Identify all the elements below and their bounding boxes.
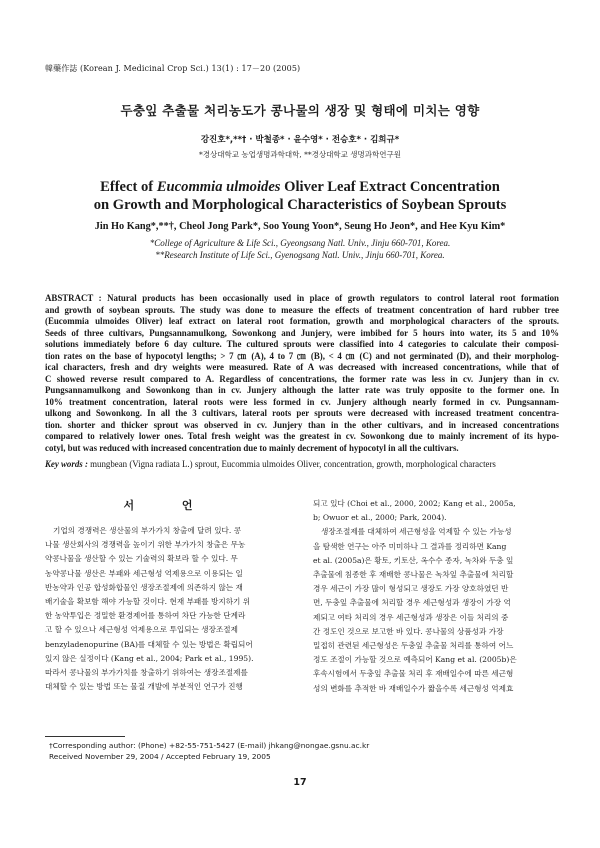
korean-authors: 강진호*,**† · 박철종* · 윤수영* · 전승호* · 김희규* [200, 135, 400, 145]
left-column [45, 524, 295, 694]
english-affiliation-2: **Research Institute of Life Sci., Gyenogsang Natl. Univ., Jinju 660-701, Korea. [155, 250, 445, 260]
keywords-text: mungbean (Vigna radiata L.) sprout, Eucommia ulmoides Oliver, concentration, growth, morphological characters [90, 459, 496, 469]
body-line: benzyladenopurine (BA)를 대체할 수 있는 방법은 확립되어 [45, 639, 253, 649]
abstract-line: C showed reverse result compared to A. Regardless of concentrations, the former rate was less in cv. Junjery than in cv. [45, 373, 559, 384]
body-line: 을 탐색한 연구는 아주 미미하나 그 결과를 정리하면 Kang [313, 541, 507, 551]
body-line: et al. (2005a)은 황토, 키토산, 옥수수 종자, 녹차와 두충 잎 [313, 555, 514, 565]
body-line: 되고 있다 (Choi et al., 2000, 2002; Kang et al., 2005a, [313, 499, 516, 508]
body-line: 간 정도인 것으로 보고한 바 있다. 콩나물의 상품성과 가장 [313, 626, 504, 636]
body-line: 고 할 수 있으나 세근형성 억제용으로 투입되는 생장조절제 [45, 625, 238, 635]
abstract-line: ulkong and Sowonkong. In all the 3 cultivars, lateral roots per sprouts were decreased with increased treatment concentra- [45, 408, 559, 418]
abstract-line: tion rates on the base of hypocotyl lengths; > 7 ㎝ (A), 4 to 7 ㎝ (B), < 4 ㎝ (C) and not germinated (D), and their morpholog- [45, 350, 559, 361]
body-line: 약콩나물을 생산할 수 있는 기술력의 확보라 할 수 있다. 무 [45, 554, 238, 564]
body-line: 면, 두충잎 추출물에 처리할 경우 세근형성과 생장이 가장 억 [313, 598, 511, 608]
body-line: 배기술을 확보함 해야 가능할 것이다. 현재 부패를 방지하기 위 [45, 597, 251, 607]
english-authors: Jin Ho Kang*,**†, Cheol Jong Park*, Soo Young Yoon*, Seung Ho Jeon*, and Hee Kyu Kim* [94, 221, 506, 232]
body-line: 대체할 수 있는 방법 또는 물질 개발에 부분적인 연구가 진행 [45, 682, 243, 692]
korean-affiliation: *경상대학교 농업생명과학대학, **경상대학교 생명과학연구원 [199, 150, 401, 159]
keywords-label: Key words : [45, 459, 91, 469]
abstract-line: ical characters, fresh and dry weights were measured. Rate of A was decreased with increased concentrations, while that of [45, 362, 559, 372]
body-line: 나물 생산회사의 경쟁력을 높이기 위한 부가가치 창출은 무농 [45, 540, 246, 550]
body-line: 후속시험에서 두충잎 추출물 처리 후 재배일수에 따른 세근형 [313, 669, 514, 679]
body-line: 농약콩나물 생산은 부패와 세근형성 억제용으로 이용되는 일 [45, 568, 243, 578]
section-heading-introduction: 서 언 [123, 499, 215, 512]
body-line: 밀접히 관련된 세근형성은 두충잎 추출물 처리를 통하여 어느 [313, 641, 514, 651]
english-title-prefix: Effect of [100, 179, 157, 195]
body-line: 기업의 경쟁력은 생산물의 부가가치 창출에 달려 있다. 콩 [53, 526, 242, 535]
abstract-line: ABSTRACT : Natural products has been occasionally used in place of growth regulators to control lateral root formation [45, 293, 559, 303]
english-affiliation-1: *College of Agriculture & Life Sci., Gyeongsang Natl. Univ., Jinju 660-701, Korea. [149, 238, 451, 248]
abstract-line: (Eucommia ulmoides Oliver) leaf extract on lateral root formation, growth and morphological characters of the sprouts. [45, 316, 559, 326]
body-line: 추출물에 침종한 후 재배한 콩나물은 녹차잎 추출물에 처리할 [313, 570, 514, 580]
abstract-line: Pungsannamulkong and Sowonkong than in cv. Junjery although the latter rate was truly opposite to the former one. In [45, 385, 559, 395]
body-line: 한 농약투입은 정밀한 환경제어를 통하여 차단 가능한 단계라 [45, 611, 246, 621]
right-column [313, 497, 561, 696]
keywords [45, 459, 559, 469]
abstract-line: compared to relatively lower ones. Total fresh weight was the greatest in cv. Sowonkong due to mainly increment of its hypo- [45, 431, 559, 441]
body-line: 생장조절제를 대체하여 세근형성을 억제할 수 있는 가능성 [321, 527, 512, 537]
english-title-line-1 [0, 179, 600, 196]
journal-citation: 韓藥作誌 (Korean J. Medicinal Crop Sci.) 13(1) : 17－20 (2005) [45, 64, 301, 73]
abstract-line: Seeds of three cultivars, Pungsannamulkong, Sowonkong and Junjery, were imbibed for 5 hours into water, its 5 and 10% [45, 327, 559, 338]
footnote-divider [45, 736, 125, 737]
abstract-line: tion. shorter and thicker sprout was observed in cv. Junjery than in the other cultivars, and in increased concentrations [45, 419, 559, 430]
body-line: 성의 변화를 추적한 바 재배일수가 짧을수록 세근형성 억제효 [313, 683, 514, 693]
abstract-line: solutions immediately before 6 day culture. The cultured sprouts were classified into 4 categories to calculate their composi- [45, 339, 559, 349]
body-line: 따라서 콩나물의 부가가치를 창출하기 위하여는 생장조절제를 [45, 668, 248, 678]
english-title-species: Eucommia ulmoides [156, 179, 281, 195]
body-line: 있지 않은 실정이다 (Kang et al., 2004; Park et al., 1995). [45, 653, 254, 663]
body-line: 경우 세근이 가장 많이 형성되고 생장도 가장 양호하였던 반 [313, 584, 509, 594]
english-title-line-2: on Growth and Morphological Characteristics of Soybean Sprouts [93, 197, 507, 213]
body-line: 반농약과 인공 합성화합물인 생장조절제에 의존하지 않는 재 [45, 582, 243, 592]
abstract-line: cotyl, but was reduced with increased concentration due to mainly decrement of hypocotyl in all the cultivars. [45, 442, 459, 453]
body-line: 제되고 여타 처리의 경우 세근형성과 생장은 이들 처리의 중 [313, 612, 509, 622]
abstract-line: 10% treatment concentration, lateral roots were less formed in cv. Junjery although nearly formed in cv. Pungsannam- [45, 396, 559, 407]
abstract-line: and growth of soybean sprouts. The study was done to measure the effects of treatment concentration of hard rubber tree [45, 304, 559, 315]
abstract [45, 293, 559, 454]
english-title-suffix: Oliver Leaf Extract Concentration [280, 179, 500, 195]
page-number: 17 [293, 777, 307, 788]
received-accepted-note: Received November 29, 2004 / Accepted February 19, 2005 [49, 752, 271, 761]
korean-title: 두충잎 추출물 처리농도가 콩나물의 생장 및 형태에 미치는 영향 [120, 103, 480, 118]
body-line: 정도 조절이 가능할 것으로 예측되어 Kang et al. (2005b)은 [313, 655, 517, 665]
corresponding-author-note: †Corresponding author: (Phone) +82-55-751-5427 (E-mail) jhkang@nongae.gsnu.ac.kr [49, 741, 370, 750]
body-line: b; Owuor et al., 2000; Park, 2004). [313, 513, 447, 523]
